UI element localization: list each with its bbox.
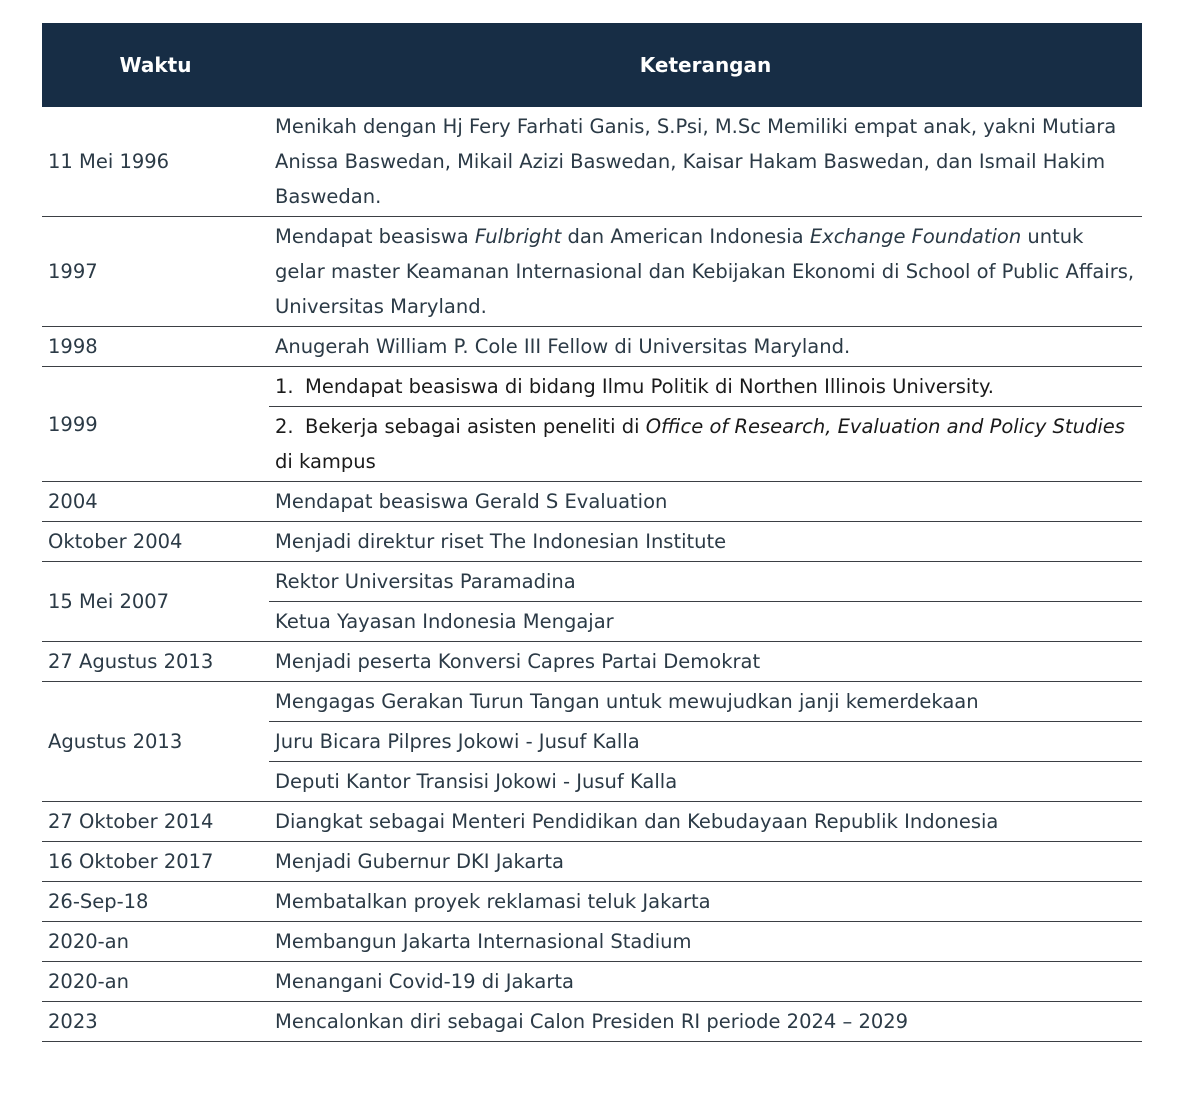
row-date: 1998 (42, 327, 269, 367)
row-description (269, 217, 1142, 327)
description-text: di kampus (275, 450, 376, 473)
row-description: Deputi Kantor Transisi Jokowi - Jusuf Kalla (269, 762, 1142, 802)
row-date: 2020-an (42, 962, 269, 1002)
italic-text: Exchange Foundation (809, 225, 1022, 248)
table-row (42, 682, 1142, 722)
row-description: Menjadi Gubernur DKI Jakarta (269, 842, 1142, 882)
row-date: 16 Oktober 2017 (42, 842, 269, 882)
row-description: Diangkat sebagai Menteri Pendidikan dan Kebudayaan Republik Indonesia (269, 802, 1142, 842)
row-date: 27 Oktober 2014 (42, 802, 269, 842)
table-row (42, 217, 1142, 327)
row-description (269, 367, 1142, 407)
description-text: dan American Indonesia (561, 225, 810, 248)
row-date: 11 Mei 1996 (42, 107, 269, 217)
row-description: Menikah dengan Hj Fery Farhati Ganis, S.Psi, M.Sc Memiliki empat anak, yakni Mutiara Anissa Baswedan, Mikail Azizi Baswedan, Kaisar Hakam Baswedan, dan Ismail Hakim Baswedan. (269, 107, 1142, 217)
row-description: Mengagas Gerakan Turun Tangan untuk mewujudkan janji kemerdekaan (269, 682, 1142, 722)
list-number: 1. (275, 375, 294, 398)
table-row (42, 367, 1142, 407)
row-description: Mencalonkan diri sebagai Calon Presiden RI periode 2024 – 2029 (269, 1002, 1142, 1042)
table-row (42, 482, 1142, 522)
table-row (42, 842, 1142, 882)
row-description: Menangani Covid-19 di Jakarta (269, 962, 1142, 1002)
table-row (42, 107, 1142, 217)
row-description: Mendapat beasiswa Gerald S Evaluation (269, 482, 1142, 522)
header-keterangan: Keterangan (269, 23, 1142, 107)
row-description: Juru Bicara Pilpres Jokowi - Jusuf Kalla (269, 722, 1142, 762)
table-row (42, 962, 1142, 1002)
table-body (42, 107, 1142, 1042)
row-date: Oktober 2004 (42, 522, 269, 562)
table-row (42, 522, 1142, 562)
row-date: 1997 (42, 217, 269, 327)
row-date: 26-Sep-18 (42, 882, 269, 922)
table-row (42, 802, 1142, 842)
row-date: Agustus 2013 (42, 682, 269, 802)
row-date: 2004 (42, 482, 269, 522)
row-description (269, 407, 1142, 482)
italic-text: Fulbright (474, 225, 562, 248)
row-date: 2020-an (42, 922, 269, 962)
table-row (42, 642, 1142, 682)
description-text: untuk gelar master Keamanan Internasional dan Kebijakan Ekonomi di School of Public Affairs, Universitas Maryland. (275, 225, 1135, 318)
description-text: Mendapat beasiswa (275, 225, 475, 248)
table-row (42, 922, 1142, 962)
description-text: Mendapat beasiswa di bidang Ilmu Politik di Northen Illinois University. (305, 375, 994, 398)
row-date: 2023 (42, 1002, 269, 1042)
table-row (42, 882, 1142, 922)
row-description: Membangun Jakarta Internasional Stadium (269, 922, 1142, 962)
italic-text: Office of Research, Evaluation and Policy Studies (645, 415, 1125, 438)
header-row (42, 23, 1142, 107)
row-date: 1999 (42, 367, 269, 482)
list-number: 2. (275, 415, 294, 438)
row-description: Menjadi direktur riset The Indonesian Institute (269, 522, 1142, 562)
timeline-table (42, 23, 1142, 1042)
description-text: Bekerja sebagai asisten peneliti di (305, 415, 646, 438)
table-row (42, 562, 1142, 602)
table-row (42, 327, 1142, 367)
row-description: Anugerah William P. Cole III Fellow di Universitas Maryland. (269, 327, 1142, 367)
row-description: Membatalkan proyek reklamasi teluk Jakarta (269, 882, 1142, 922)
row-description: Menjadi peserta Konversi Capres Partai Demokrat (269, 642, 1142, 682)
table-row (42, 1002, 1142, 1042)
row-description: Ketua Yayasan Indonesia Mengajar (269, 602, 1142, 642)
header-waktu: Waktu (42, 23, 269, 107)
table-header (42, 23, 1142, 107)
row-date: 27 Agustus 2013 (42, 642, 269, 682)
row-date: 15 Mei 2007 (42, 562, 269, 642)
row-description: Rektor Universitas Paramadina (269, 562, 1142, 602)
